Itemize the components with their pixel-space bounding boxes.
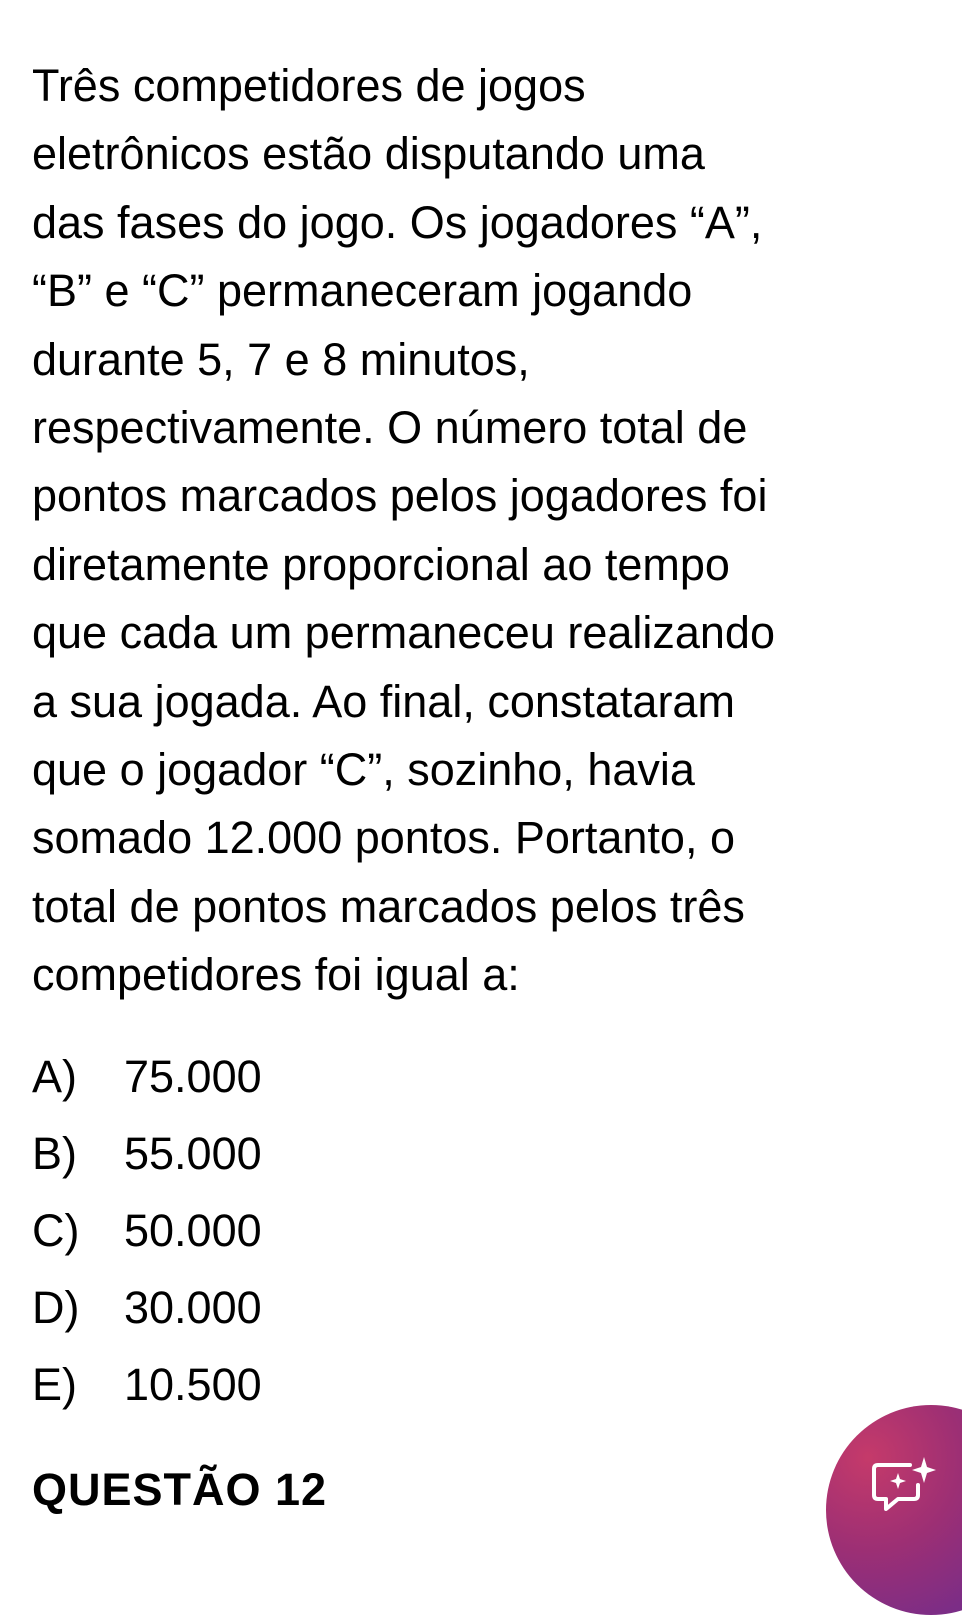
option-value: 30.000 [124,1282,262,1333]
question-line: respectivamente. O número total de [32,402,748,454]
option-letter: B) [32,1128,77,1179]
option-b[interactable] [32,1115,262,1192]
question-line: que o jogador “C”, sozinho, havia [32,744,695,796]
option-c[interactable] [32,1192,262,1269]
question-line: que cada um permaneceu realizando [32,607,775,659]
question-line: Três competidores de jogos [32,60,586,111]
question-line: pontos marcados pelos jogadores foi [32,470,768,522]
option-value: 50.000 [124,1205,262,1256]
option-letter: C) [32,1205,80,1256]
question-line: competidores foi igual a: [32,949,520,1001]
option-letter: A) [32,1051,77,1102]
question-line: total de pontos marcados pelos três [32,880,745,932]
option-e[interactable] [32,1346,262,1423]
question-text [32,52,957,1010]
question-line: somado 12.000 pontos. Portanto, o [32,812,735,864]
option-letter: D) [32,1282,80,1333]
sparkle-chat-icon [870,1455,936,1515]
option-letter: E) [32,1359,77,1410]
option-value: 55.000 [124,1128,262,1179]
option-value: 75.000 [124,1051,262,1102]
question-line: a sua jogada. Ao final, constataram [32,675,735,727]
question-line: diretamente proporcional ao tempo [32,538,730,590]
answer-options [32,1038,262,1423]
option-a[interactable] [32,1038,262,1115]
option-d[interactable] [32,1269,262,1346]
next-question-heading: QUESTÃO 12 [32,1464,328,1515]
question-line: “B” e “C” permaneceram jogando [32,265,693,317]
question-line: durante 5, 7 e 8 minutos, [32,333,530,385]
option-value: 10.500 [124,1359,262,1410]
question-line: das fases do jogo. Os jogadores “A”, [32,196,763,248]
question-line: eletrônicos estão disputando uma [32,128,705,180]
